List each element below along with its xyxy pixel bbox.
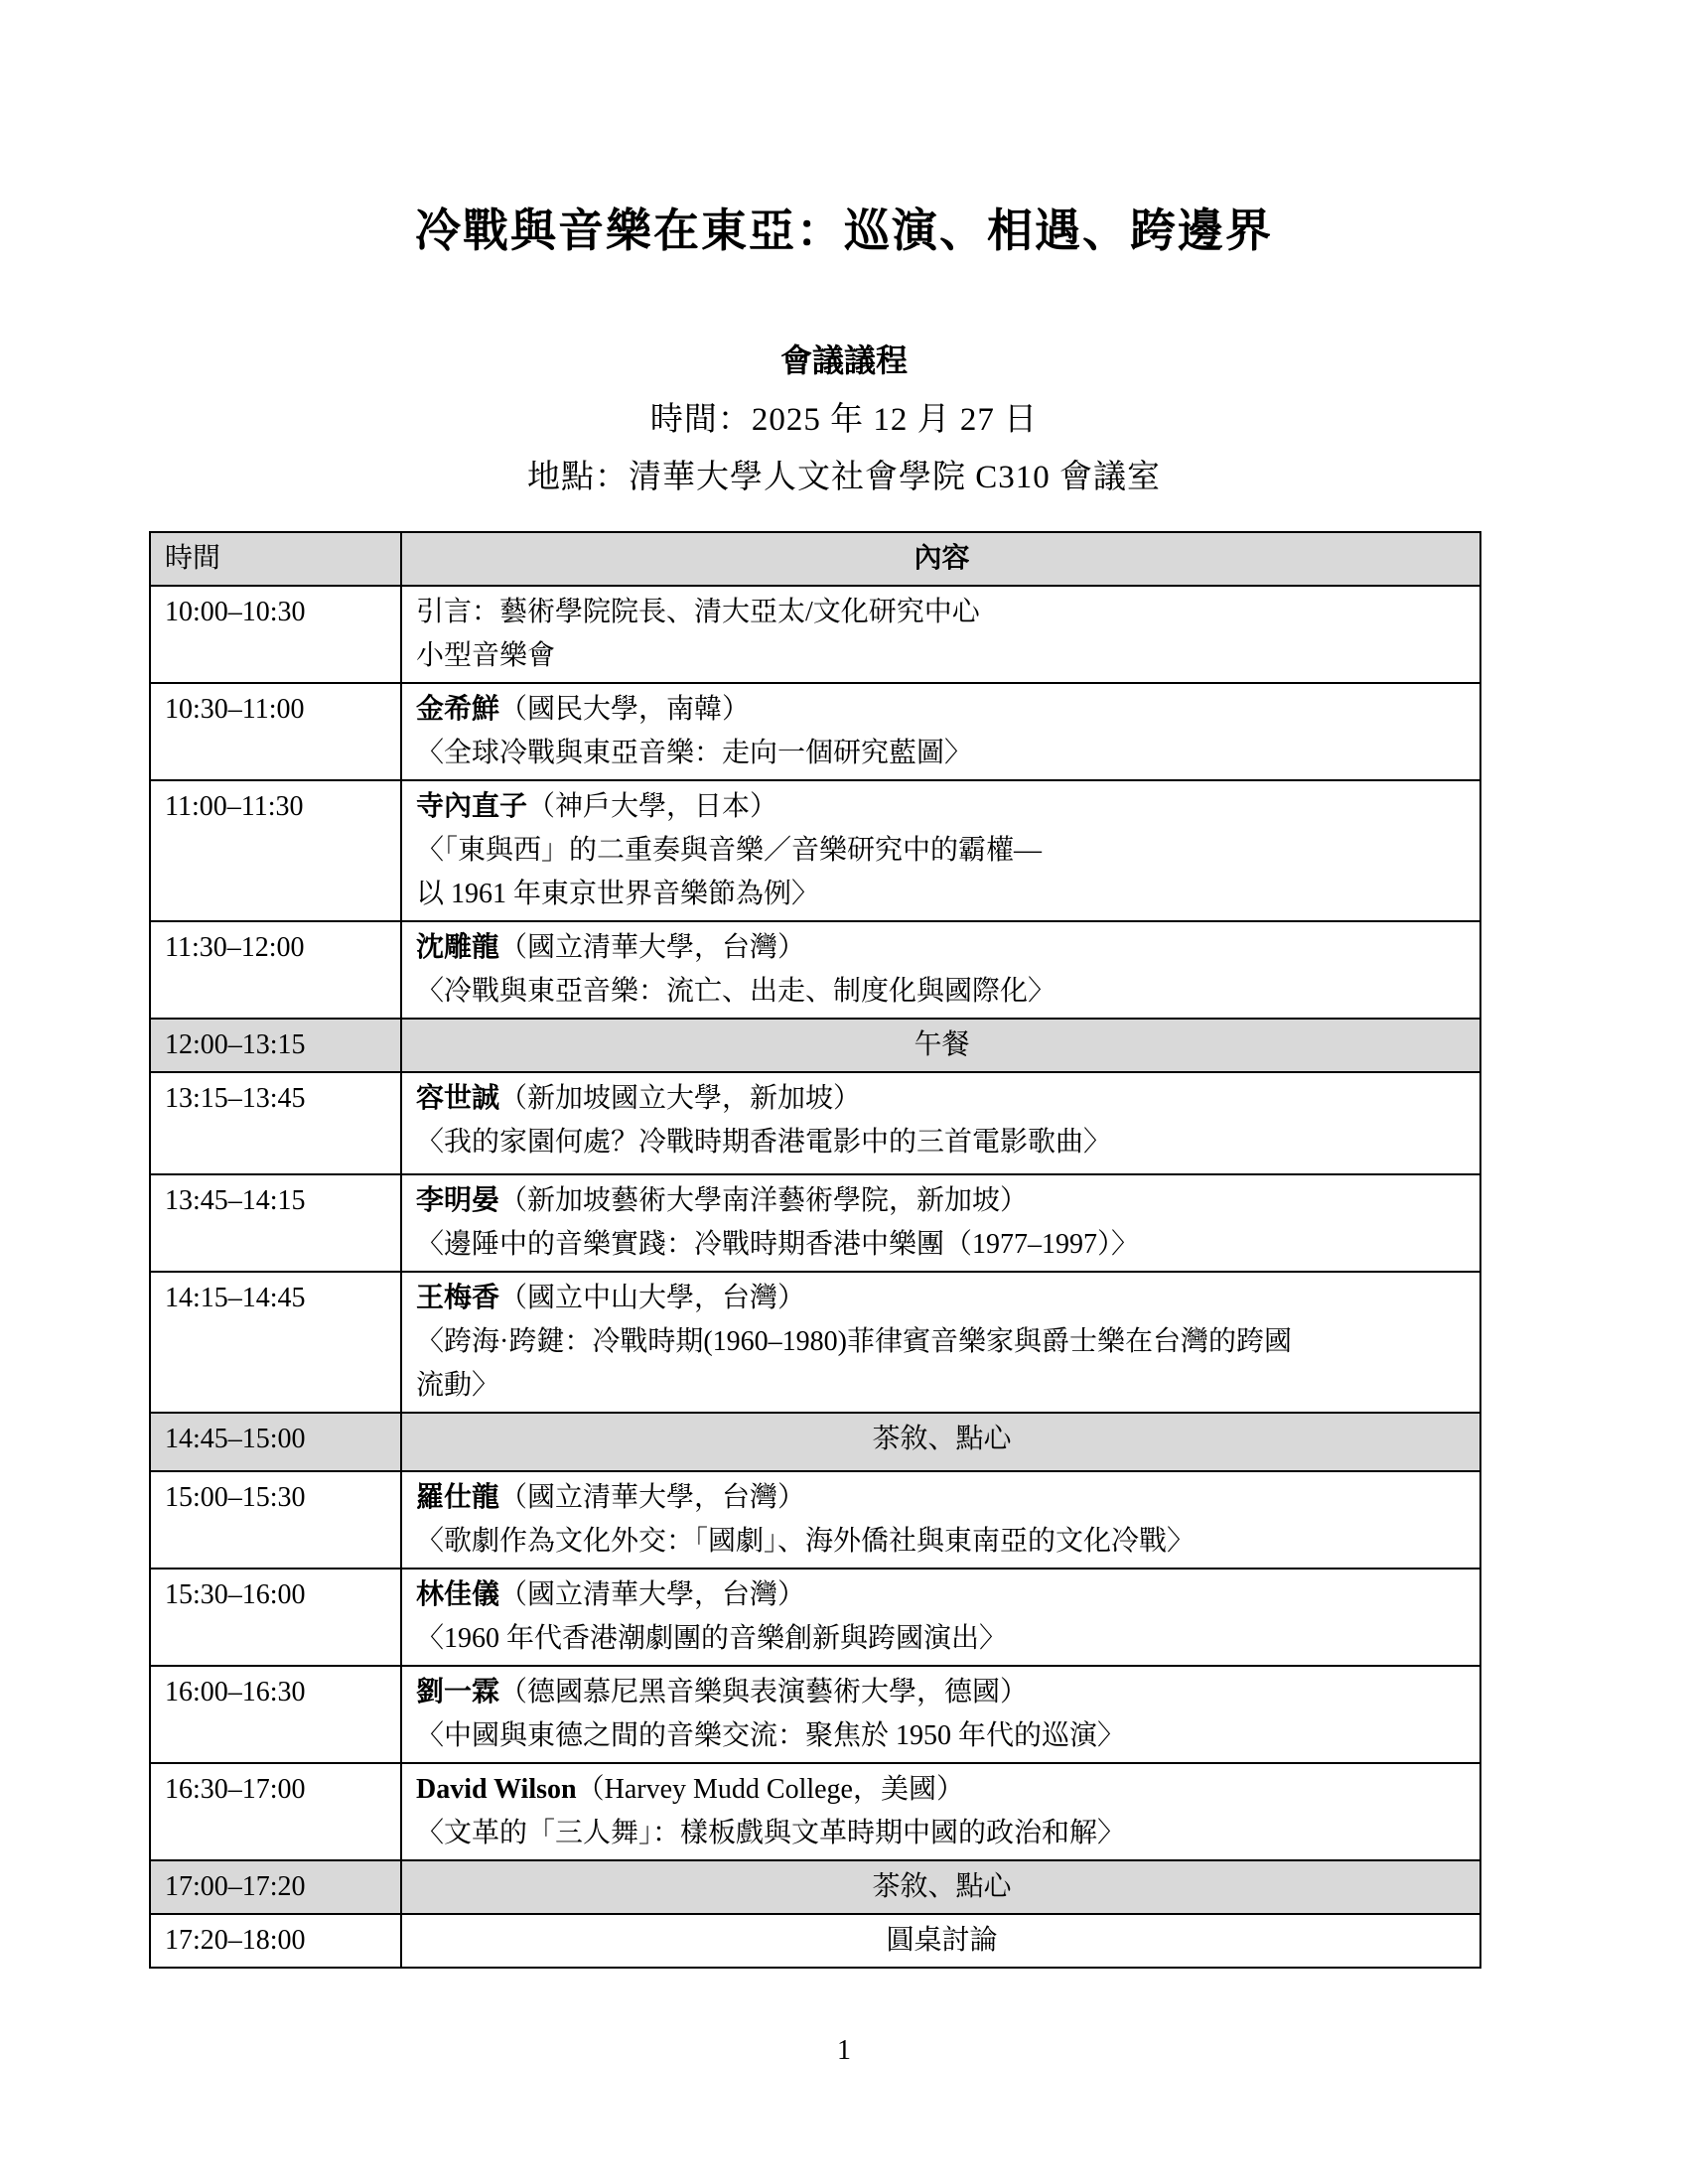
venue-line: 地點：清華大學人文社會學院 C310 會議室: [526, 460, 1161, 495]
speaker-name: 王梅香: [416, 1283, 500, 1313]
table-row: [150, 586, 1480, 683]
session-time: 13:45–14:15: [150, 1174, 401, 1272]
speaker-name: 李明晏: [416, 1185, 500, 1216]
session-content: [401, 1072, 1480, 1174]
table-header-row: [150, 532, 1480, 586]
speaker-affiliation: （德國慕尼黑音樂與表演藝術大學，德國）: [499, 1677, 1029, 1707]
session-time: 16:30–17:00: [150, 1763, 401, 1860]
break-label: 茶敘、點心: [401, 1860, 1480, 1914]
speaker-affiliation: （神戶大學，日本）: [527, 791, 778, 822]
speaker-affiliation: （國民大學，南韓）: [499, 694, 751, 725]
session-time: 17:20–18:00: [150, 1914, 401, 1968]
table-row: [150, 1666, 1480, 1763]
column-header-time: 時間: [150, 532, 401, 586]
speaker-affiliation: （國立清華大學，台灣）: [499, 1579, 806, 1610]
talk-title: 〈1960 年代香港潮劇團的音樂創新與跨國演出〉: [416, 1623, 1008, 1654]
table-row: [150, 1763, 1480, 1860]
session-content: [401, 1569, 1480, 1666]
talk-title: 〈邊陲中的音樂實踐：冷戰時期香港中樂團（1977–1997）〉: [416, 1229, 1140, 1260]
session-content: [401, 921, 1480, 1019]
session-time: 16:00–16:30: [150, 1666, 401, 1763]
table-row: [150, 683, 1480, 780]
break-label: 午餐: [401, 1019, 1480, 1072]
table-row: [150, 1569, 1480, 1666]
speaker-affiliation: （Harvey Mudd College，美國）: [576, 1774, 964, 1805]
table-row: [150, 1914, 1480, 1968]
session-time: 15:00–15:30: [150, 1471, 401, 1569]
session-time: 11:00–11:30: [150, 780, 401, 921]
talk-title: 〈中國與東德之間的音樂交流：聚焦於 1950 年代的巡演〉: [416, 1720, 1126, 1751]
session-time: 12:00–13:15: [150, 1019, 401, 1072]
session-time: 14:45–15:00: [150, 1413, 401, 1471]
speaker-name: 沈雕龍: [416, 932, 500, 963]
session-content: [401, 1763, 1480, 1860]
talk-title: 〈冷戰與東亞音樂：流亡、出走、制度化與國際化〉: [416, 976, 1056, 1007]
speaker-name: 劉一霖: [416, 1677, 500, 1707]
table-row: [150, 1072, 1480, 1174]
session-time: 10:00–10:30: [150, 586, 401, 683]
break-label: 茶敘、點心: [401, 1413, 1480, 1471]
page-number: 1: [837, 2035, 851, 2066]
session-content: [401, 683, 1480, 780]
speaker-affiliation: （國立中山大學，台灣）: [499, 1283, 806, 1313]
roundtable-label: 圓桌討論: [401, 1914, 1480, 1968]
talk-title: 〈「東與西」的二重奏與音樂／音樂研究中的霸權—: [416, 835, 1043, 866]
speaker-name: 金希鮮: [416, 694, 500, 725]
table-row: [150, 1471, 1480, 1569]
session-content: [401, 780, 1480, 921]
break-row: [150, 1860, 1480, 1914]
talk-title: 〈我的家園何處？冷戰時期香港電影中的三首電影歌曲〉: [416, 1127, 1112, 1158]
session-content: [401, 1174, 1480, 1272]
session-time: 17:00–17:20: [150, 1860, 401, 1914]
table-row: [150, 1174, 1480, 1272]
break-row: [150, 1019, 1480, 1072]
session-time: 15:30–16:00: [150, 1569, 401, 1666]
session-time: 10:30–11:00: [150, 683, 401, 780]
break-row: [150, 1413, 1480, 1471]
document-title: 冷戰與音樂在東亞：巡演、相遇、跨邊界: [415, 205, 1273, 256]
session-content: [401, 586, 1480, 683]
session-line: 引言：藝術學院院長、清大亞太/文化研究中心: [416, 597, 980, 627]
session-content: [401, 1471, 1480, 1569]
session-time: 13:15–13:45: [150, 1072, 401, 1174]
talk-title-continued: 以 1961 年東京世界音樂節為例〉: [416, 879, 820, 909]
table-row: [150, 921, 1480, 1019]
session-line: 小型音樂會: [416, 640, 556, 671]
speaker-name: 寺內直子: [416, 791, 528, 822]
talk-title: 〈文革的「三人舞」：樣板戲與文革時期中國的政治和解〉: [416, 1818, 1126, 1848]
table-row: [150, 1272, 1480, 1413]
talk-title: 〈全球冷戰與東亞音樂：走向一個研究藍圖〉: [416, 738, 973, 768]
session-content: [401, 1272, 1480, 1413]
speaker-name: 林佳儀: [416, 1579, 500, 1610]
session-content: [401, 1666, 1480, 1763]
talk-title: 〈跨海·跨鍵：冷戰時期(1960–1980)菲律賓音樂家與爵士樂在台灣的跨國: [416, 1326, 1292, 1357]
column-header-content: 內容: [401, 532, 1480, 586]
agenda-heading: 會議議程: [779, 342, 908, 378]
talk-title-continued: 流動〉: [416, 1370, 500, 1401]
speaker-affiliation: （新加坡藝術大學南洋藝術學院，新加坡）: [499, 1185, 1029, 1216]
date-line: 時間：2025 年 12 月 27 日: [649, 402, 1039, 438]
speaker-affiliation: （國立清華大學，台灣）: [499, 932, 806, 963]
agenda-table: [149, 531, 1481, 1969]
speaker-name: 容世誠: [416, 1083, 500, 1114]
speaker-name: 羅仕龍: [416, 1482, 500, 1513]
talk-title: 〈歌劇作為文化外交：「國劇」、海外僑社與東南亞的文化冷戰〉: [416, 1526, 1196, 1557]
speaker-name: David Wilson: [416, 1774, 577, 1805]
session-time: 11:30–12:00: [150, 921, 401, 1019]
table-row: [150, 780, 1480, 921]
speaker-affiliation: （新加坡國立大學，新加坡）: [499, 1083, 862, 1114]
speaker-affiliation: （國立清華大學，台灣）: [499, 1482, 806, 1513]
session-time: 14:15–14:45: [150, 1272, 401, 1413]
